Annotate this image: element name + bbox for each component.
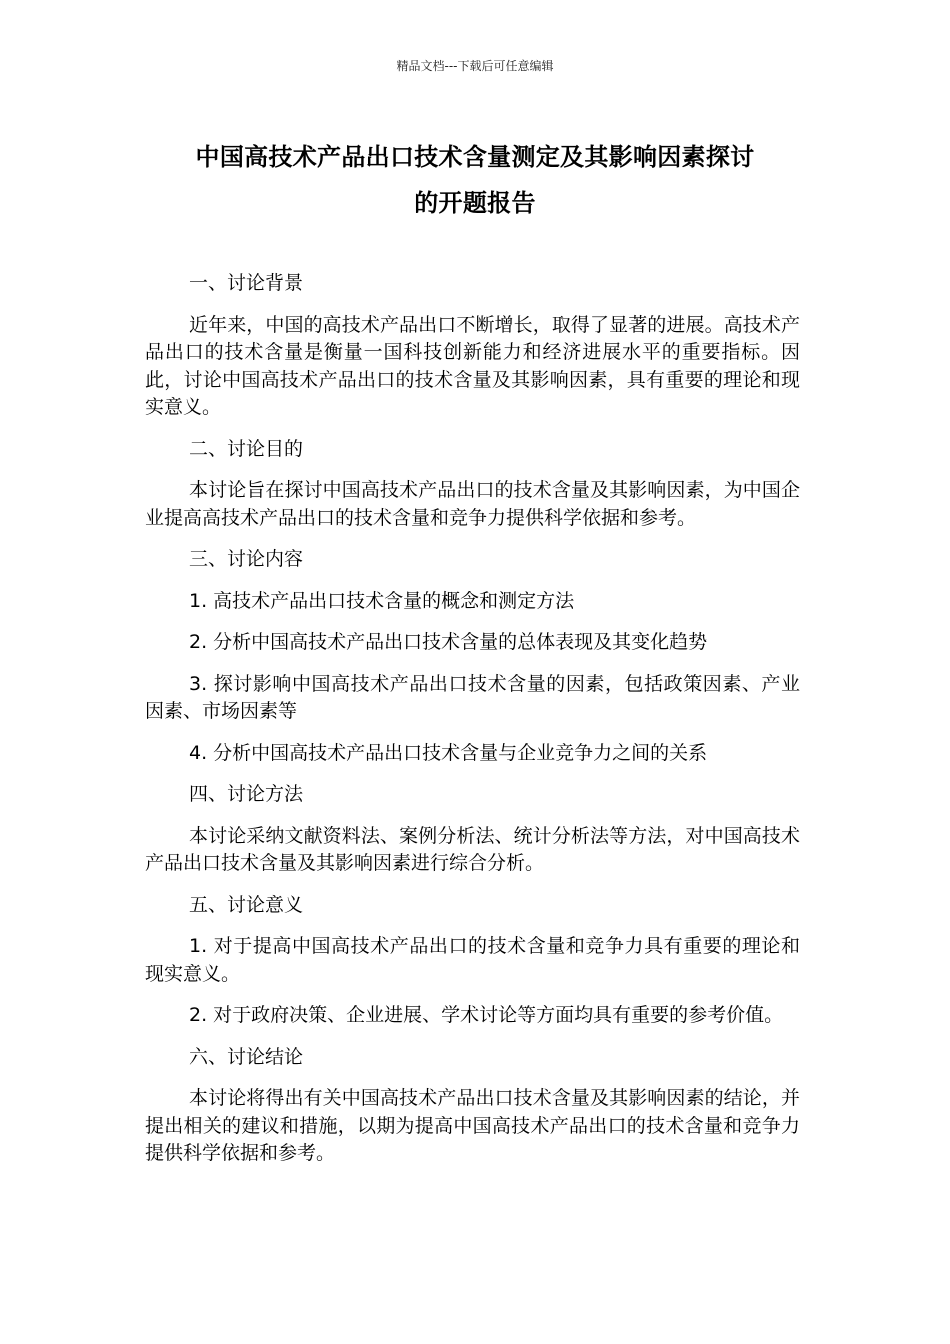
title-line-1: 中国高技术产品出口技术含量测定及其影响因素探讨 (195, 143, 755, 171)
content-item-2: 2. 分析中国高技术产品出口技术含量的总体表现及其变化趋势 (189, 631, 708, 653)
section-heading-background: 一、讨论背景 (189, 272, 304, 294)
section-heading-conclusion: 六、讨论结论 (189, 1045, 304, 1068)
section-heading-content: 三、讨论内容 (189, 548, 304, 570)
document-body (145, 270, 800, 1182)
paragraph-conclusion: 本讨论将得出有关中国高技术产品出口技术含量及其影响因素的结论，并提出相关的建议和措施，以期为提高中国高技术产品出口的技术含量和竞争力提供科学依据和参考。 (145, 1087, 800, 1164)
paragraph-method: 本讨论采纳文献资料法、案例分析法、统计分析法等方法，对中国高技术产品出口技术含量及其影响因素进行综合分析。 (145, 824, 800, 874)
section-heading-significance: 五、讨论意义 (189, 893, 304, 916)
section-heading-method: 四、讨论方法 (189, 783, 304, 805)
content-item-1: 1. 高技术产品出口技术含量的概念和测定方法 (189, 589, 575, 612)
content-item-4: 4. 分析中国高技术产品出口技术含量与企业竞争力之间的关系 (189, 741, 708, 764)
document-title (145, 134, 805, 226)
paragraph-purpose: 本讨论旨在探讨中国高技术产品出口的技术含量及其影响因素，为中国企业提高高技术产品出口的技术含量和竞争力提供科学依据和参考。 (145, 479, 800, 529)
header-note: 精品文档---下载后可任意编辑 (396, 59, 554, 73)
section-heading-purpose: 二、讨论目的 (189, 437, 304, 460)
content-item-3: 3. 探讨影响中国高技术产品出口技术含量的因素，包括政策因素、产业因素、市场因素等 (145, 672, 800, 722)
title-line-2: 的开题报告 (414, 189, 536, 217)
significance-item-2: 2. 对于政府决策、企业进展、学术讨论等方面均具有重要的参考价值。 (189, 1004, 784, 1026)
significance-item-1: 1. 对于提高中国高技术产品出口的技术含量和竞争力具有重要的理论和现实意义。 (145, 935, 800, 985)
paragraph-background: 近年来，中国的高技术产品出口不断增长，取得了显著的进展。高技术产品出口的技术含量是衡量一国科技创新能力和经济进展水平的重要指标。因此，讨论中国高技术产品出口的技术含量及其影响因素，具有重要的理论和现实意义。 (145, 313, 800, 418)
